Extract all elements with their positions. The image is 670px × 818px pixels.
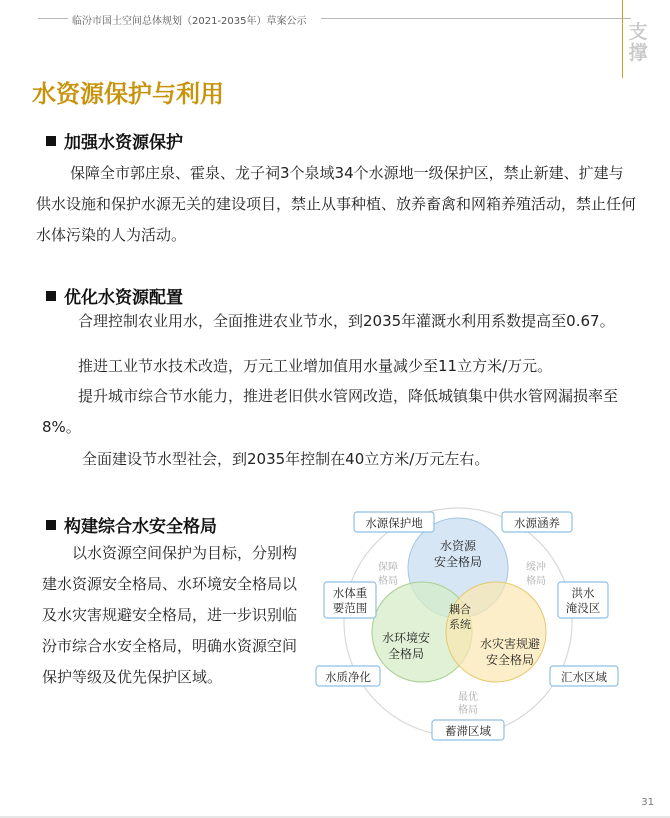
section-title-text: 优化水资源配置	[64, 288, 183, 308]
square-bullet-icon	[46, 520, 56, 530]
tag-purify	[316, 666, 380, 686]
paragraph: 全面建设节水型社会，到2035年控制在40立方米/万元左右。	[82, 450, 490, 468]
section-title-protection	[46, 128, 183, 153]
tag-conservation	[502, 512, 572, 532]
header-rule-left	[38, 18, 68, 19]
header-rule-right	[321, 18, 631, 19]
water-security-diagram	[310, 502, 626, 742]
tag-text: 水质净化	[325, 670, 371, 684]
paragraph: 合理控制农业用水，全面推进农业节水，到2035年灌溉水利用系数提高至0.67。	[78, 312, 615, 330]
side-tab-label: 支撑	[628, 21, 648, 64]
edge-upper-left-line1: 保障	[378, 562, 398, 573]
section-title-security	[46, 512, 217, 537]
page-title: 水资源保护与利用	[32, 80, 224, 108]
tag-text-line2: 要范围	[332, 601, 368, 615]
header-title: 临汾市国土空间总体规划（2021-2035年）草案公示	[72, 16, 307, 27]
tag-protect-zone	[354, 512, 434, 532]
tag-key-range	[324, 582, 376, 618]
square-bullet-icon	[46, 136, 56, 146]
section-title-text: 加强水资源保护	[64, 133, 183, 153]
circle-right-line2: 安全格局	[485, 653, 535, 667]
tag-text-line1: 水体重	[332, 586, 368, 600]
tag-flood	[558, 582, 608, 618]
edge-bottom-line1: 最优	[458, 692, 478, 703]
tag-text: 汇水区域	[561, 670, 607, 684]
edge-upper-right-line2: 格局	[526, 576, 546, 587]
tag-storage	[432, 720, 504, 740]
paragraph: 以水资源空间保护为目标，分别构建水资源安全格局、水环境安全格局以及水灾害规避安全格局，进一步识别临汾市综合水安全格局，明确水资源空间保护等级及优先保护区域。	[42, 544, 298, 686]
paragraph: 提升城市综合节水能力，推进老旧供水管网改造，降低城镇集中供水管网漏损率至8%。	[42, 387, 619, 436]
tag-text: 水源保护地	[365, 516, 423, 530]
page-number: 31	[641, 797, 654, 808]
tag-catchment	[550, 666, 618, 686]
tag-text-line1: 洪水	[571, 586, 595, 600]
circle-top-line1: 水资源	[439, 539, 477, 553]
edge-bottom-line2: 格局	[458, 705, 478, 716]
edge-upper-left-line2: 格局	[378, 576, 398, 587]
side-tab-rule	[622, 0, 623, 78]
edge-upper-right-line1: 缓冲	[526, 562, 546, 573]
circle-left-line2: 全格局	[387, 647, 425, 661]
tag-text: 蓄滞区域	[445, 724, 491, 738]
paragraph: 保障全市郭庄泉、霍泉、龙子祠3个泉域34个水源地一级保护区，禁止新建、扩建与供水设施和保护水源无关的建设项目，禁止从事种植、放养畜禽和网箱养殖活动，禁止任何水体污染的人为活动。	[36, 164, 637, 244]
circle-right-line1: 水灾害规避	[479, 637, 541, 651]
side-tab	[616, 0, 670, 80]
square-bullet-icon	[46, 291, 56, 301]
paragraph: 推进工业节水技术改造，万元工业增加值用水量减少至11立方米/万元。	[78, 357, 553, 375]
circle-left-line1: 水环境安	[381, 631, 431, 645]
circle-center-line2: 系统	[449, 618, 471, 631]
circle-top-line2: 安全格局	[433, 555, 483, 569]
tag-text-line2: 淹没区	[565, 601, 601, 615]
section-title-text: 构建综合水安全格局	[64, 517, 217, 537]
circle-center-line1: 耦合	[449, 603, 471, 616]
section-title-allocation	[46, 283, 183, 308]
circle-water-disaster	[446, 582, 546, 682]
tag-text: 水源涵养	[514, 516, 560, 530]
